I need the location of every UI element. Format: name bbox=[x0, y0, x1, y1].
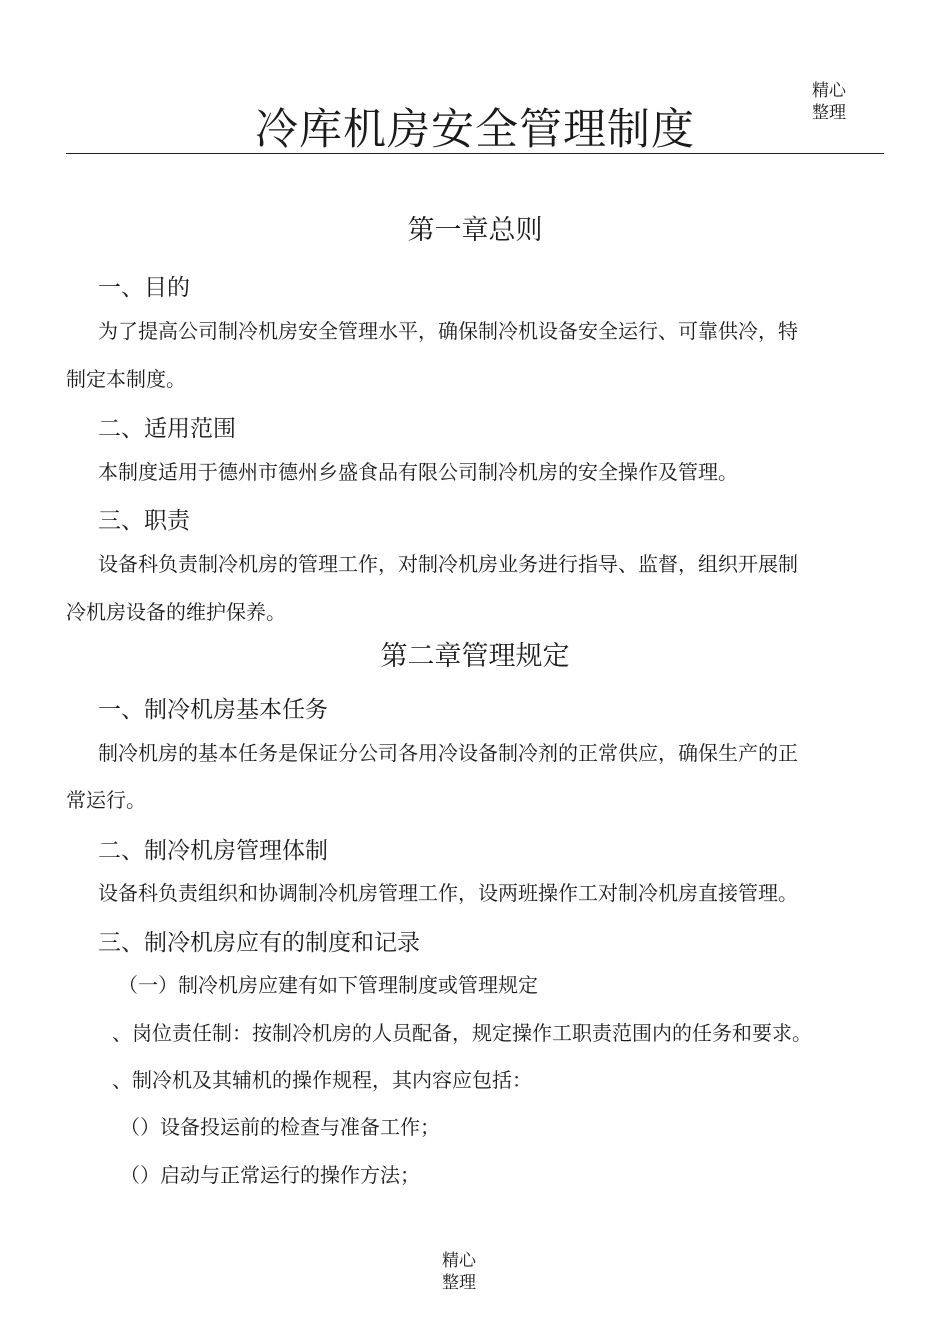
list-subitem-pre-operation-check: （）设备投运前的检查与准备工作； bbox=[120, 1115, 440, 1139]
chapter-1-section-2-paragraph: 本制度适用于德州市德州乡盛食品有限公司制冷机房的安全操作及管理。 bbox=[98, 460, 738, 484]
chapter-1-section-1-paragraph-line-2: 制定本制度。 bbox=[66, 367, 186, 391]
chapter-1-section-3-paragraph-line-1: 设备科负责制冷机房的管理工作，对制冷机房业务进行指导、监督，组织开展制 bbox=[98, 552, 798, 576]
footer-watermark-note: 精心整理 bbox=[442, 1251, 476, 1293]
document-title: 冷库机房安全管理制度 bbox=[255, 105, 695, 155]
title-underline bbox=[66, 153, 884, 154]
header-watermark-note: 精心整理 bbox=[812, 81, 846, 123]
list-item-job-responsibility: 、岗位责任制：按制冷机房的人员配备，规定操作工职责范围内的任务和要求。 bbox=[112, 1021, 812, 1045]
chapter-1-section-3-paragraph-line-2: 冷机房设备的维护保养。 bbox=[66, 600, 286, 624]
chapter-1-section-2-heading: 二、适用范围 bbox=[98, 416, 236, 442]
chapter-2-section-1-paragraph-line-1: 制冷机房的基本任务是保证分公司各用冷设备制冷剂的正常供应，确保生产的正 bbox=[98, 741, 798, 765]
chapter-1-section-1-heading: 一、目的 bbox=[98, 275, 190, 301]
chapter-2-section-2-paragraph: 设备科负责组织和协调制冷机房管理工作，设两班操作工对制冷机房直接管理。 bbox=[98, 881, 798, 905]
chapter-1-title: 第一章总则 bbox=[407, 215, 543, 246]
subitem-1-heading: （一）制冷机房应建有如下管理制度或管理规定 bbox=[118, 973, 538, 997]
chapter-2-title: 第二章管理规定 bbox=[380, 641, 570, 672]
chapter-1-section-3-heading: 三、职责 bbox=[98, 508, 190, 534]
chapter-2-section-1-paragraph-line-2: 常运行。 bbox=[66, 788, 146, 812]
list-subitem-startup-operation: （）启动与正常运行的操作方法； bbox=[120, 1163, 420, 1187]
chapter-2-section-2-heading: 二、制冷机房管理体制 bbox=[98, 838, 328, 864]
chapter-2-section-1-heading: 一、制冷机房基本任务 bbox=[98, 697, 328, 723]
chapter-1-section-1-paragraph-line-1: 为了提高公司制冷机房安全管理水平，确保制冷机设备安全运行、可靠供冷，特 bbox=[98, 319, 798, 343]
chapter-2-section-3-heading: 三、制冷机房应有的制度和记录 bbox=[98, 930, 420, 956]
list-item-operating-procedures: 、制冷机及其辅机的操作规程，其内容应包括： bbox=[112, 1068, 532, 1092]
